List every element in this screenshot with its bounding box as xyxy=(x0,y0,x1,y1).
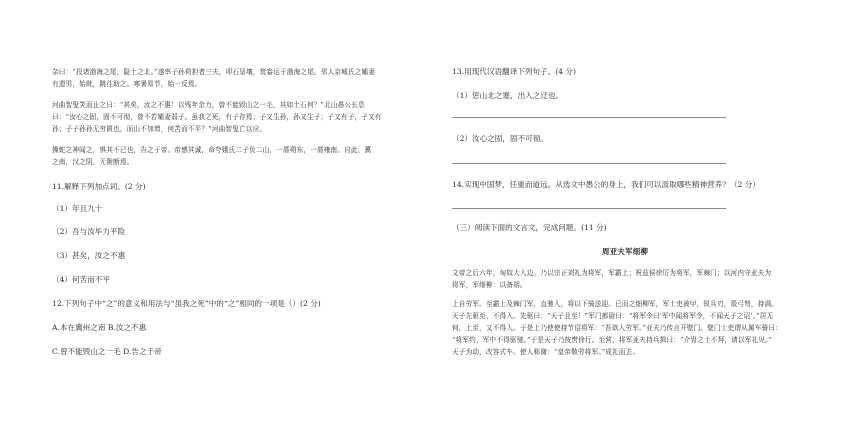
text-line: 河曲智叟笑而止之曰：“甚矣，汝之不惠！以残年余力，曾不能毁山之一毛，其如土石何？”北山愚公长息 xyxy=(52,101,365,109)
text-line: 何，上至，又不得入。于是上乃使使持节诏将军：“吾欲入劳军。”亚夫乃传言开壁门。壁门士吏谓从属车骑曰： xyxy=(452,324,782,332)
question-13: 13.用现代汉语翻译下列句子。(4 分) xyxy=(452,67,576,76)
q11-item: （3）甚矣，汝之不惠 xyxy=(52,251,126,260)
text-line: 杂曰：“投诸渤海之尾，隐土之北。”遂率子孙荷担者三夫，叩石垦壤，箕畚运于渤海之尾。邻人京城氏之孀妻 xyxy=(52,68,376,76)
passage-para-3 xyxy=(52,144,371,168)
passage-para-1 xyxy=(52,66,375,90)
q13-item: （2）汝心之固，固不可彻。 xyxy=(452,134,548,143)
q12-option: C.曾不能毁山之一毛 D.告之于帝 xyxy=(52,347,162,356)
passage-para-2 xyxy=(52,99,382,135)
answer-line xyxy=(452,163,726,164)
text-line: 操蛇之神闻之，惧其不已也，告之于帝。帝感其诚，命夸娥氏二子负二山，一厝朔东，一厝雍南。自此，冀 xyxy=(52,146,372,154)
question-14: 14.实现中国梦，任重而道远。从选文中愚公的身上，我们可以汲取哪些精神营养？（2 分） xyxy=(452,180,760,189)
text-line: 之南，汉之阴，无陇断焉。 xyxy=(52,158,134,166)
text-line: 曰：“汝心之固，固不可彻，曾不若孀妻弱子。虽我之死，有子存焉；子又生孙，孙又生子；子又有子，子又有 xyxy=(52,113,382,121)
q11-item: （2）吾与汝毕力平险 xyxy=(52,227,126,236)
text-line: 天子为动，改容式车。使人称谢：“皇帝敬劳将军。”成礼而去。 xyxy=(452,348,640,356)
section-3-heading: （三）阅读下面的文言文，完成问题。(11 分) xyxy=(452,223,607,232)
passage-title: 周亚夫军细柳 xyxy=(602,247,649,256)
passage-para-1 xyxy=(452,267,771,291)
text-line: “将军约，军中不得驱驰。”于是天子乃按辔徐行。至营，将军亚夫持兵揖曰：“介胄之士不拜，请以军礼见。” xyxy=(452,336,773,344)
q12-option: A.本在冀州之南 B.汝之不惠 xyxy=(52,323,147,332)
text-line: 天子先驱至，不得入。先驱曰：“天子且至！”军门都尉曰：“将军令曰‘军中闻将军令，不闻天子之诏’。”居无 xyxy=(452,312,774,320)
question-12: 12.下列句子中“之”的意义和用法与“虽我之死”中的“之”相同的一项是（）(2 分) xyxy=(52,299,321,308)
text-line: 将军，军细柳：以备胡。 xyxy=(452,281,527,289)
q11-item: （4）何苦而不平 xyxy=(52,275,110,284)
q13-item: （1）惩山北之塞，出入之迂也。 xyxy=(452,91,564,100)
text-line: 上自劳军。至霸上及棘门军，直驰入，将以下骑送迎。已而之细柳军，军士吏被甲，锐兵刃，彀弓弩，持满。 xyxy=(452,300,779,308)
answer-line xyxy=(452,208,726,209)
question-11: 11.解释下列加点词。(2 分) xyxy=(52,182,146,191)
answer-line xyxy=(452,117,726,118)
passage-para-2 xyxy=(452,298,782,358)
q11-item: （1）年且九十 xyxy=(52,204,103,213)
text-line: 有遗男，始龀，跳往助之。寒暑易节，始一反焉。 xyxy=(52,80,202,88)
text-line: 文帝之后六年，匈奴大入边。乃以宗正刘礼为将军，军霸上；祝兹侯徐厉为将军，军棘门；以河内守亚夫为 xyxy=(452,269,772,277)
text-line: 孙；子子孙孙无穷匮也，而山不加增，何苦而不平？”河曲智叟亡以应。 xyxy=(52,125,267,133)
